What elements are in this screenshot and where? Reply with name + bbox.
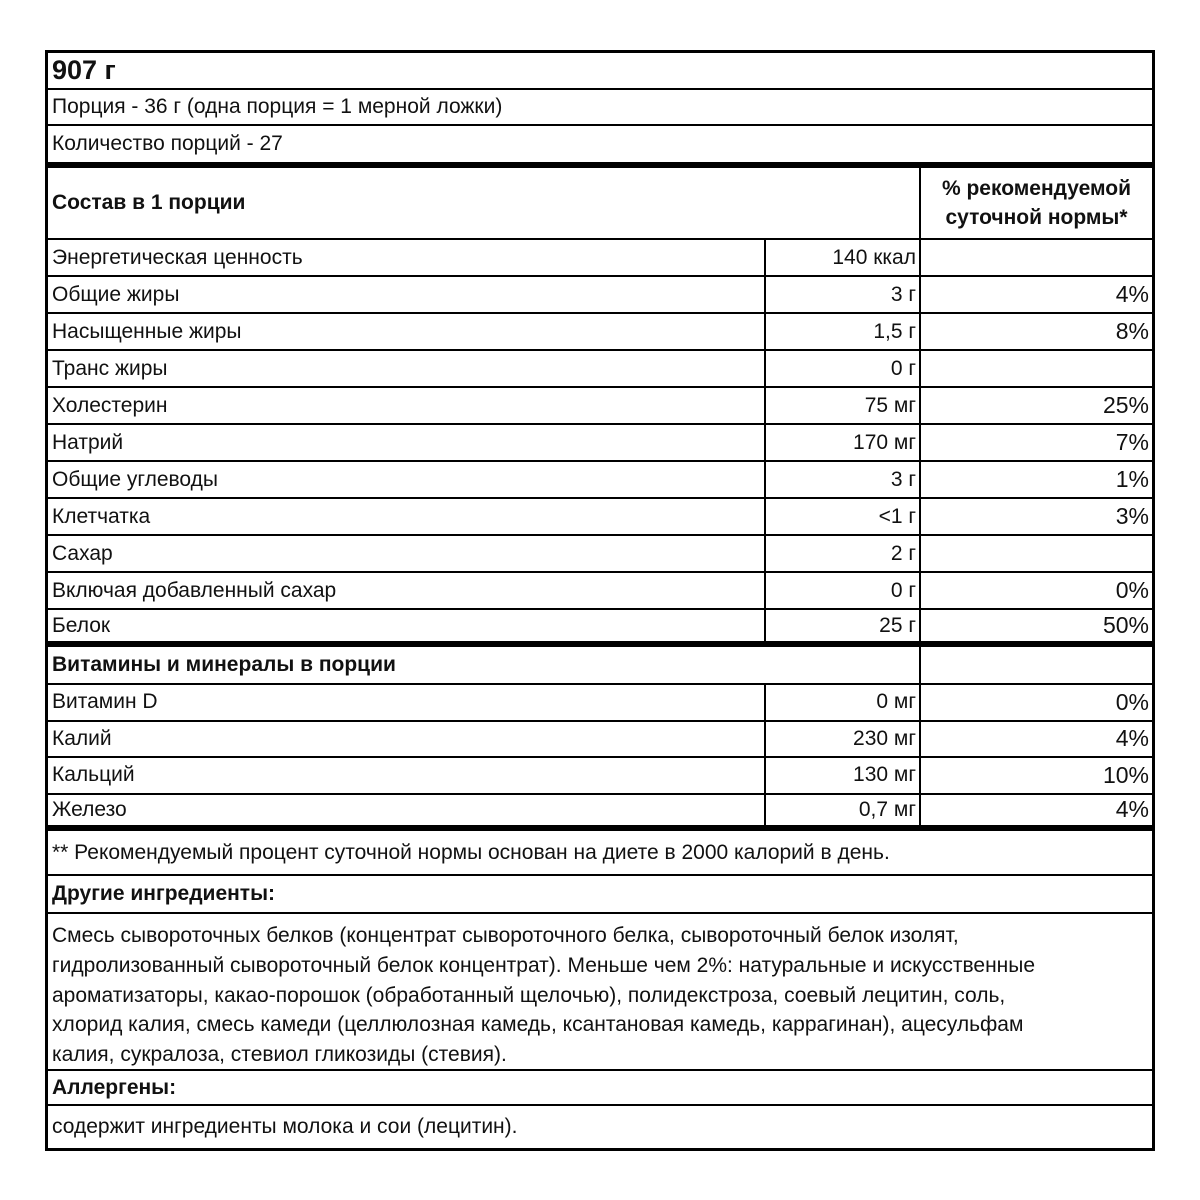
nutrient-daily-value bbox=[919, 536, 1152, 571]
nutrient-row bbox=[48, 240, 1152, 277]
nutrient-name: Натрий bbox=[52, 430, 124, 454]
nutrient-daily-value: 25% bbox=[919, 388, 1152, 423]
nutrient-amount: 0,7 мг bbox=[764, 795, 919, 826]
footnote-row bbox=[48, 831, 1152, 876]
nutrient-daily-value: 10% bbox=[919, 758, 1152, 793]
nutrient-name: Витамин D bbox=[52, 690, 158, 714]
nutrient-name: Клетчатка bbox=[52, 504, 151, 528]
nutrient-row bbox=[48, 277, 1152, 314]
ingredients-text bbox=[52, 921, 1144, 1070]
nutrient-row bbox=[48, 795, 1152, 832]
nutrient-daily-value: 4% bbox=[919, 277, 1152, 312]
nutrient-amount: 0 г bbox=[764, 573, 919, 608]
nutrient-name: Сахар bbox=[52, 541, 113, 565]
ingredients-title-row bbox=[48, 876, 1152, 914]
allergens-title-row bbox=[48, 1071, 1152, 1106]
nutrient-daily-value: 3% bbox=[919, 499, 1152, 534]
ingredients-line: хлорид калия, смесь камеди (целлюлозная камедь, ксантановая камедь, каррагинан), ацесульфам bbox=[52, 1013, 1024, 1037]
nutrient-name: Насыщенные жиры bbox=[52, 319, 242, 343]
ingredients-line: Смесь сывороточных белков (концентрат сывороточного белка, сывороточный белок изолят, bbox=[52, 924, 959, 947]
nutrient-name: Общие углеводы bbox=[52, 467, 219, 491]
nutrient-amount: 3 г bbox=[764, 462, 919, 497]
nutrient-row bbox=[48, 758, 1152, 795]
nutrient-amount: 75 мг bbox=[764, 388, 919, 423]
nutrient-name: Включая добавленный сахар bbox=[52, 578, 337, 602]
serving-size-row bbox=[48, 90, 1152, 126]
nutrient-name: Общие жиры bbox=[52, 282, 180, 306]
nutrient-row bbox=[48, 685, 1152, 722]
nutrient-row bbox=[48, 573, 1152, 610]
other-ingredients-title: Другие ингредиенты: bbox=[52, 882, 276, 905]
ingredients-line: гидролизованный сывороточный белок концентрат). Меньше чем 2%: натуральные и искусственные bbox=[52, 953, 1036, 977]
nutrient-daily-value: 0% bbox=[919, 685, 1152, 720]
nutrient-amount: 2 г bbox=[764, 536, 919, 571]
nutrient-daily-value bbox=[919, 351, 1152, 386]
nutrient-amount: 130 мг bbox=[764, 758, 919, 793]
nutrient-amount: 3 г bbox=[764, 277, 919, 312]
nutrient-name: Белок bbox=[52, 613, 111, 637]
nutrient-amount: <1 г bbox=[764, 499, 919, 534]
servings-count-row bbox=[48, 126, 1152, 168]
weight-row bbox=[48, 53, 1152, 90]
daily-value-footnote: ** Рекомендуемый процент суточной нормы основан на диете в 2000 калорий в день. bbox=[52, 840, 890, 864]
serving-size: Порция - 36 г (одна порция = 1 мерной ложки) bbox=[52, 95, 503, 118]
composition-header-row bbox=[48, 168, 1152, 240]
nutrient-daily-value: 50% bbox=[919, 610, 1152, 641]
nutrient-row bbox=[48, 388, 1152, 425]
nutrient-row bbox=[48, 462, 1152, 499]
nutrition-facts-label bbox=[45, 50, 1155, 1151]
nutrient-daily-value: 4% bbox=[919, 722, 1152, 757]
allergens-title: Аллергены: bbox=[52, 1075, 177, 1099]
nutrient-name: Холестерин bbox=[52, 393, 168, 417]
ingredients-line: ароматизаторы, какао-порошок (обработанный щелочью), полидекстроза, соевый лецитин, соль, bbox=[52, 983, 1006, 1007]
nutrient-amount: 0 мг bbox=[764, 685, 919, 720]
net-weight: 907 г bbox=[52, 55, 116, 85]
nutrient-daily-value: 8% bbox=[919, 314, 1152, 349]
nutrient-amount: 230 мг bbox=[764, 722, 919, 757]
nutrient-daily-value: 0% bbox=[919, 573, 1152, 608]
nutrient-amount: 0 г bbox=[764, 351, 919, 386]
vitamins-header-row bbox=[48, 647, 1152, 685]
allergens-text: содержит ингредиенты молока и сои (лецитин). bbox=[52, 1115, 518, 1138]
nutrient-name: Железо bbox=[52, 797, 127, 821]
nutrient-row bbox=[48, 351, 1152, 388]
ingredients-text-row bbox=[48, 914, 1152, 1071]
composition-title: Состав в 1 порции bbox=[52, 191, 246, 214]
ingredients-line: калия, сукралоза, стевиол гликозиды (стевия). bbox=[52, 1043, 507, 1067]
nutrient-row bbox=[48, 536, 1152, 573]
nutrient-amount: 1,5 г bbox=[764, 314, 919, 349]
daily-value-header: % рекомендуемой суточной нормы* bbox=[919, 168, 1152, 238]
nutrient-amount: 140 ккал bbox=[764, 240, 919, 275]
vitamins-header-empty bbox=[919, 647, 1152, 683]
nutrient-daily-value: 7% bbox=[919, 425, 1152, 460]
nutrient-name: Энергетическая ценность bbox=[52, 245, 303, 269]
nutrient-name: Калий bbox=[52, 726, 112, 750]
nutrient-daily-value: 1% bbox=[919, 462, 1152, 497]
vitamins-title: Витамины и минералы в порции bbox=[52, 653, 396, 676]
nutrient-row bbox=[48, 425, 1152, 462]
nutrient-name: Кальций bbox=[52, 763, 135, 787]
nutrient-daily-value bbox=[919, 240, 1152, 275]
nutrient-daily-value: 4% bbox=[919, 795, 1152, 826]
nutrient-row bbox=[48, 499, 1152, 536]
nutrient-row bbox=[48, 610, 1152, 647]
nutrient-row bbox=[48, 314, 1152, 351]
allergens-text-row bbox=[48, 1106, 1152, 1148]
nutrient-amount: 170 мг bbox=[764, 425, 919, 460]
nutrient-name: Транс жиры bbox=[52, 356, 168, 380]
servings-count: Количество порций - 27 bbox=[52, 132, 283, 155]
nutrient-row bbox=[48, 722, 1152, 759]
nutrient-amount: 25 г bbox=[764, 610, 919, 641]
